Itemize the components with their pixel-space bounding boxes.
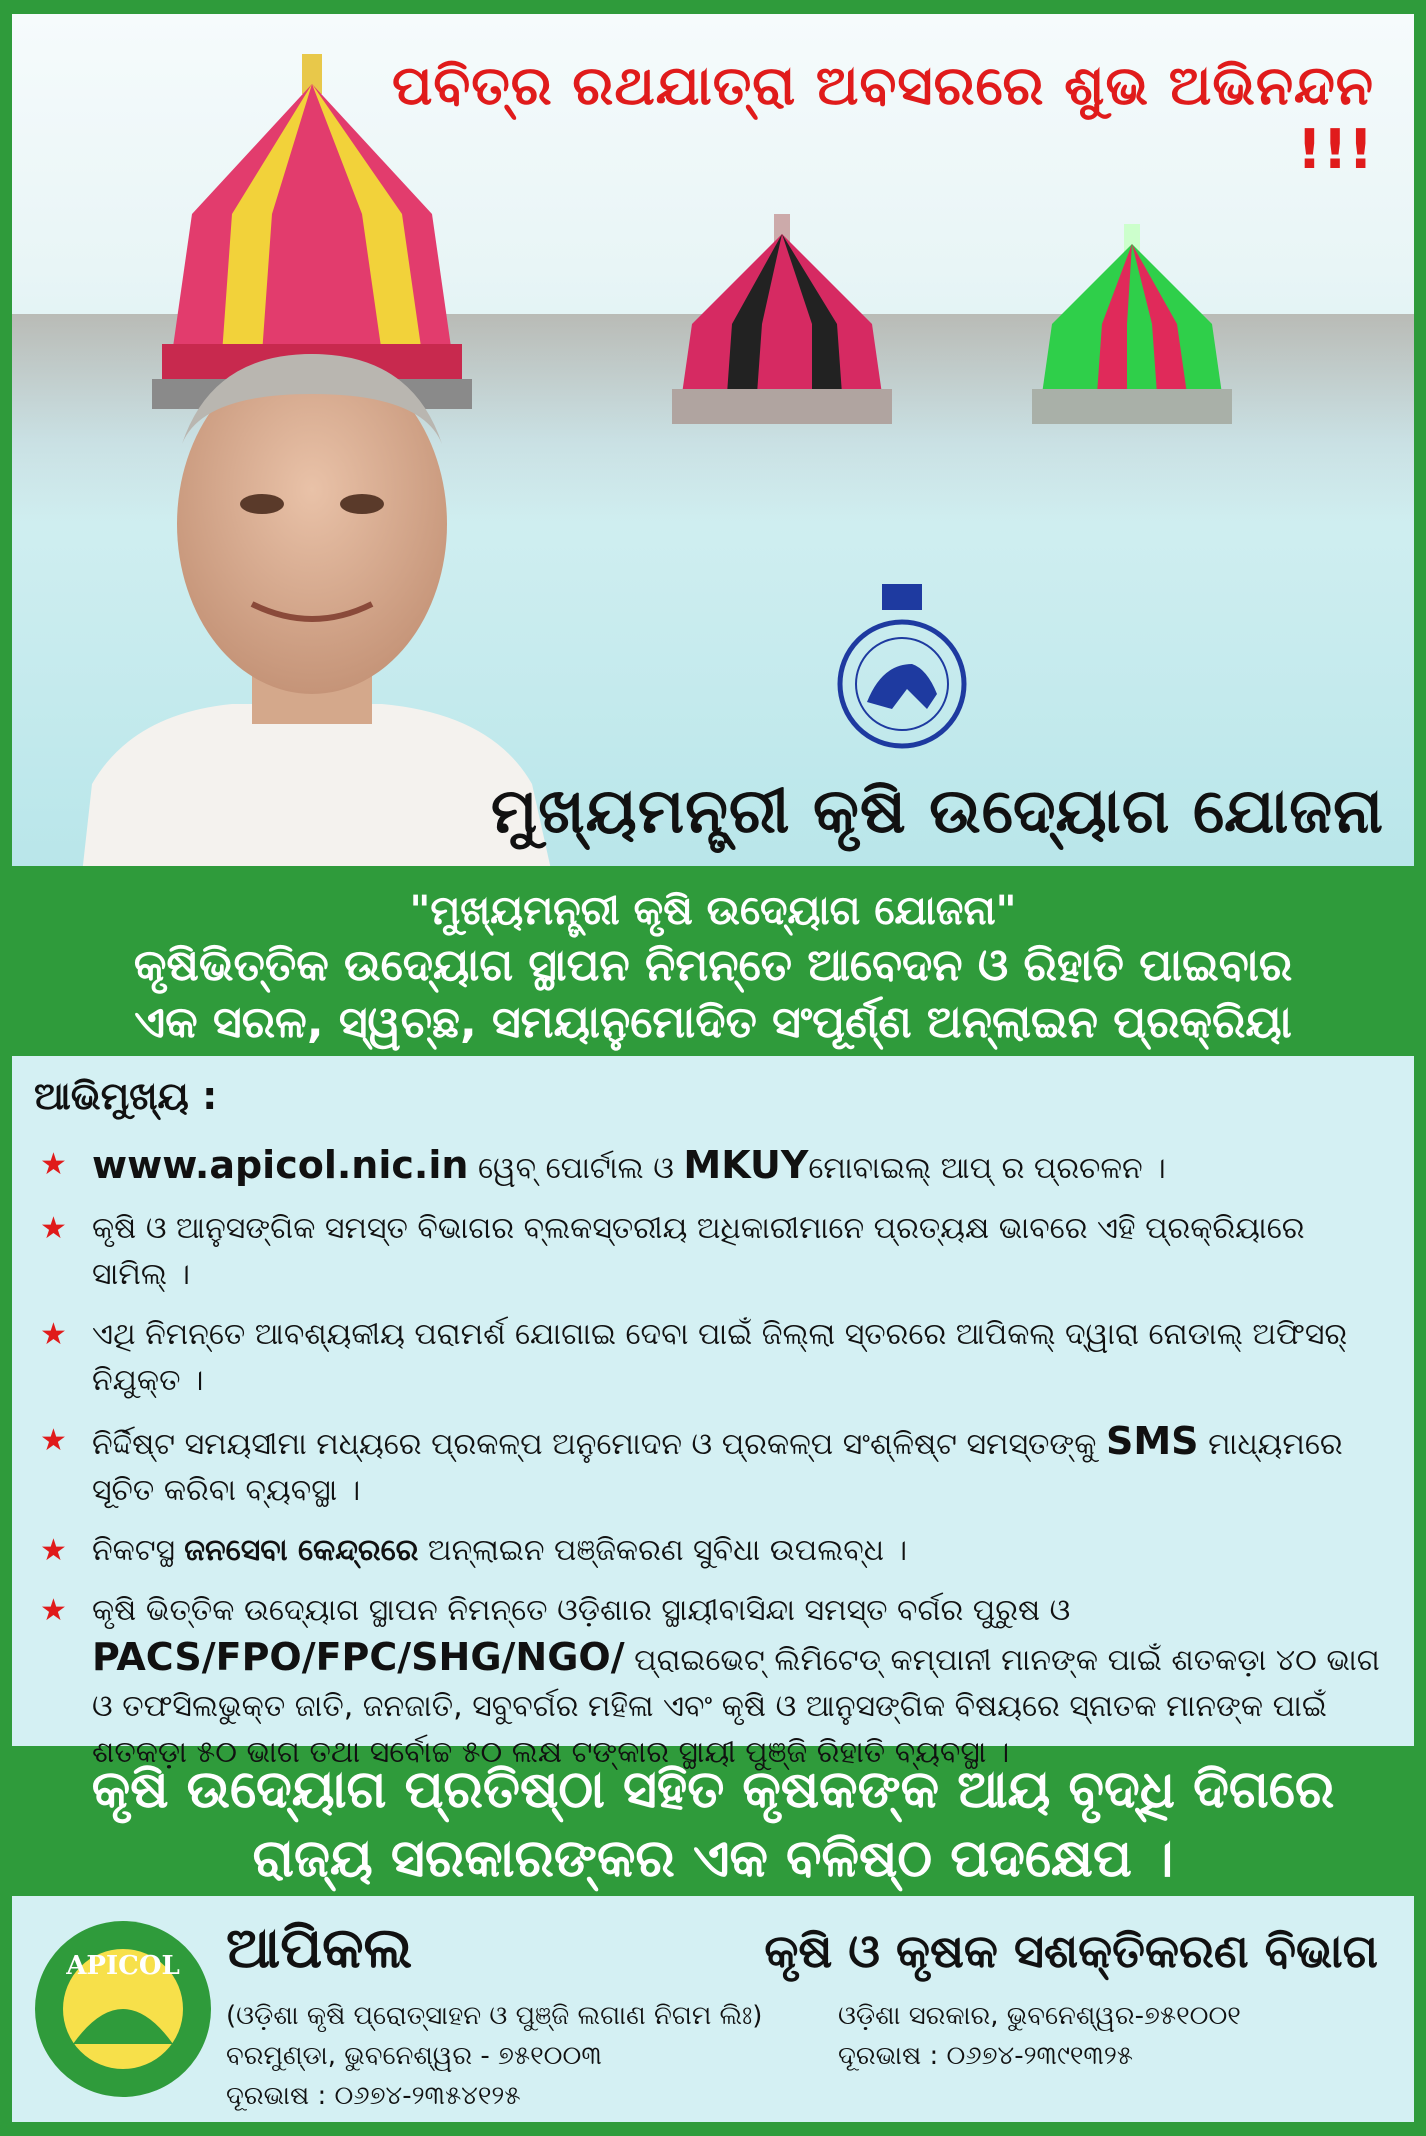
department-address: ଓଡ଼ିଶା ସରକାର, ଭୁବନେଶ୍ୱର-୭୫୧୦୦୧ bbox=[838, 2001, 1241, 2031]
objectives-list bbox=[34, 1142, 1384, 1790]
star-bullet-icon: ★ bbox=[40, 1593, 67, 1628]
list-item bbox=[34, 1418, 1384, 1514]
list-item-text: ୱେବ୍ ପୋର୍ଟାଲ ଓ bbox=[468, 1151, 684, 1186]
list-item bbox=[34, 1206, 1384, 1298]
list-item-text: ମୋବାଇଲ୍ ଆପ୍ ର ପ୍ରଚଳନ । bbox=[808, 1151, 1166, 1186]
star-bullet-icon: ★ bbox=[40, 1317, 67, 1352]
app-name: MKUY bbox=[683, 1143, 809, 1187]
list-item-text: ଅନ୍‌ଲାଇନ ପଞ୍ଜିକରଣ ସୁବିଧା ଉପଲବ୍ଧ । bbox=[418, 1533, 908, 1568]
tagline-line2: ରାଜ୍ୟ ସରକାରଙ୍କର ଏକ ବଳିଷ୍ଠ ପଦକ୍ଷେପ । bbox=[252, 1829, 1174, 1889]
org-name: ଆପିକଲ bbox=[226, 1916, 413, 1981]
list-item-text: ଏଥି ନିମନ୍ତେ ଆବଶ୍ୟକୀୟ ପରାମର୍ଶ ଯୋଗାଇ ଦେବା ପାଇଁ ଜିଲ୍ଲା ସ୍ତରରେ ଆପିକଲ୍ ଦ୍ୱାରା ନୋଡାଲ୍ ଅଫିସର୍ ନିଯୁକ୍ତ । bbox=[92, 1317, 1348, 1398]
star-bullet-icon: ★ bbox=[40, 1211, 67, 1246]
beneficiary-groups: PACS/FPO/FPC/SHG/NGO/ bbox=[92, 1635, 625, 1679]
org-details bbox=[226, 1996, 762, 2116]
org-full-name: (ଓଡ଼ିଶା କୃଷି ପ୍ରୋତ୍ସାହନ ଓ ପୁଞ୍ଜି ଲଗାଣ ନିଗମ ଲିଃ) bbox=[226, 2001, 763, 2031]
chariot-balabhadra-image bbox=[1012, 224, 1252, 434]
jana-seva-kendra-label: ଜନସେବା କେନ୍ଦ୍ରରେ bbox=[184, 1533, 419, 1568]
list-item bbox=[34, 1528, 1384, 1574]
list-item-text: କୃଷି ଭିତ୍ତିକ ଉଦ୍ୟୋଗ ସ୍ଥାପନ ନିମନ୍ତେ ଓଡ଼ିଶାର ସ୍ଥାୟୀବାସିନ୍ଦା ସମସ୍ତ ବର୍ଗର ପୁରୁଷ ଓ bbox=[92, 1593, 1071, 1628]
department-phone: ଦୂରଭାଷ : ୦୬୭୪-୨୩୯୧୩୨୫ bbox=[838, 2041, 1134, 2071]
list-item-text: କୃଷି ଓ ଆନୁସଙ୍ଗିକ ସମସ୍ତ ବିଭାଗର ବ୍ଲକସ୍ତରୀୟ ଅଧିକାରୀମାନେ ପ୍ରତ୍ୟକ୍ଷ ଭାବରେ ଏହି ପ୍ରକ୍ରିୟାରେ ସାମିଲ୍ । bbox=[92, 1211, 1305, 1292]
apicol-logo bbox=[28, 1914, 218, 2104]
scheme-description-line2: ଏକ ସରଳ, ସ୍ୱଚ୍ଛ, ସମୟାନୁମୋଦିତ ସଂପୂର୍ଣ୍ଣ ଅନ୍‌ଲାଇନ ପ୍ରକ୍ରିୟା bbox=[134, 997, 1292, 1048]
greeting-headline: ପବିତ୍ର ରଥଯାତ୍ରା ଅବସରରେ ଶୁଭ ଅଭିନନ୍ଦନ !!! bbox=[391, 54, 1374, 181]
svg-text:APICOL: APICOL bbox=[66, 1951, 180, 1981]
list-item-text: ନିକଟସ୍ଥ bbox=[92, 1533, 185, 1568]
scheme-description-line1: କୃଷିଭିତ୍ତିକ ଉଦ୍ୟୋଗ ସ୍ଥାପନ ନିମନ୍ତେ ଆବେଦନ ଓ ରିହାତି ପାଇବାର bbox=[133, 940, 1293, 991]
objectives-heading: ଆଭିମୁଖ୍ୟ : bbox=[34, 1074, 218, 1118]
star-bullet-icon: ★ bbox=[40, 1147, 67, 1182]
scheme-title: ମୁଖ୍ୟମନ୍ତ୍ରୀ କୃଷି ଉଦ୍ୟୋଗ ଯୋଜନା bbox=[490, 774, 1384, 847]
portal-url: www.apicol.nic.in bbox=[92, 1143, 469, 1187]
list-item bbox=[34, 1312, 1384, 1404]
org-address: ବରମୁଣ୍ଡା, ଭୁବନେଶ୍ୱର - ୭୫୧୦୦୩ bbox=[226, 2041, 602, 2071]
list-item-text: ମାଧ୍ୟମରେ ସୂଚିତ କରିବା ବ୍ୟବସ୍ଥା । bbox=[92, 1427, 1343, 1508]
list-item-text: ନିର୍ଦ୍ଦିଷ୍ଟ ସମୟସୀମା ମଧ୍ୟରେ ପ୍ରକଳ୍ପ ଅନୁମୋଦନ ଓ ପ୍ରକଳ୍ପ ସଂଶ୍ଳିଷ୍ଟ ସମସ୍ତଙ୍କୁ bbox=[92, 1427, 1106, 1462]
department-details bbox=[838, 1996, 1241, 2076]
star-bullet-icon: ★ bbox=[40, 1533, 67, 1568]
odisha-government-emblem bbox=[832, 584, 972, 754]
footer bbox=[12, 1896, 1414, 2122]
sms-label: SMS bbox=[1105, 1419, 1199, 1463]
list-item bbox=[34, 1142, 1384, 1192]
objectives-section bbox=[12, 1056, 1414, 1770]
hero-banner bbox=[12, 14, 1414, 866]
list-item-text: ପ୍ରାଇଭେଟ୍ ଲିମିଟେଡ୍ କମ୍ପାନୀ ମାନଙ୍କ ପାଇଁ ଶତକଡ଼ା ୪୦ ଭାଗ ଓ ତଫସିଲଭୁକ୍ତ ଜାତି, ଜନଜାତି, ସବୁବର୍ଗର ମହିଳା ଏବଂ କୃଷି ଓ ଆନୁସଙ୍ଗିକ ବିଷୟରେ ସ୍ନାତକ ମାନଙ୍କ ପାଇଁ ଶତକଡ଼ା ୫୦ ଭାଗ ତଥା ସର୍ବୋଚ୍ଚ ୫୦ ଲକ୍ଷ ଟଙ୍କାର ସ୍ଥାୟୀ ପୁଞ୍ଜି ରିହାତି ବ୍ୟବସ୍ଥା । bbox=[92, 1643, 1380, 1770]
tagline-line1: କୃଷି ଉଦ୍ୟୋଗ ପ୍ରତିଷ୍ଠା ସହିତ କୃଷକଙ୍କ ଆୟ ବୃଦ୍ଧି ଦିଗରେ bbox=[91, 1760, 1335, 1820]
tagline-band bbox=[0, 1746, 1426, 1896]
department-name: କୃଷି ଓ କୃଷକ ସଶକ୍ତିକରଣ ବିଭାଗ bbox=[764, 1924, 1378, 1978]
scheme-intro-band bbox=[0, 866, 1426, 1056]
org-phone: ଦୂରଭାଷ : ୦୬୭୪-୨୩୫୪୧୨୫ bbox=[226, 2081, 521, 2111]
star-bullet-icon: ★ bbox=[40, 1423, 67, 1458]
scheme-quote: "ମୁଖ୍ୟମନ୍ତ୍ରୀ କୃଷି ଉଦ୍ୟୋଗ ଯୋଜନା" bbox=[409, 888, 1017, 934]
chariot-subhadra-image bbox=[652, 214, 912, 434]
